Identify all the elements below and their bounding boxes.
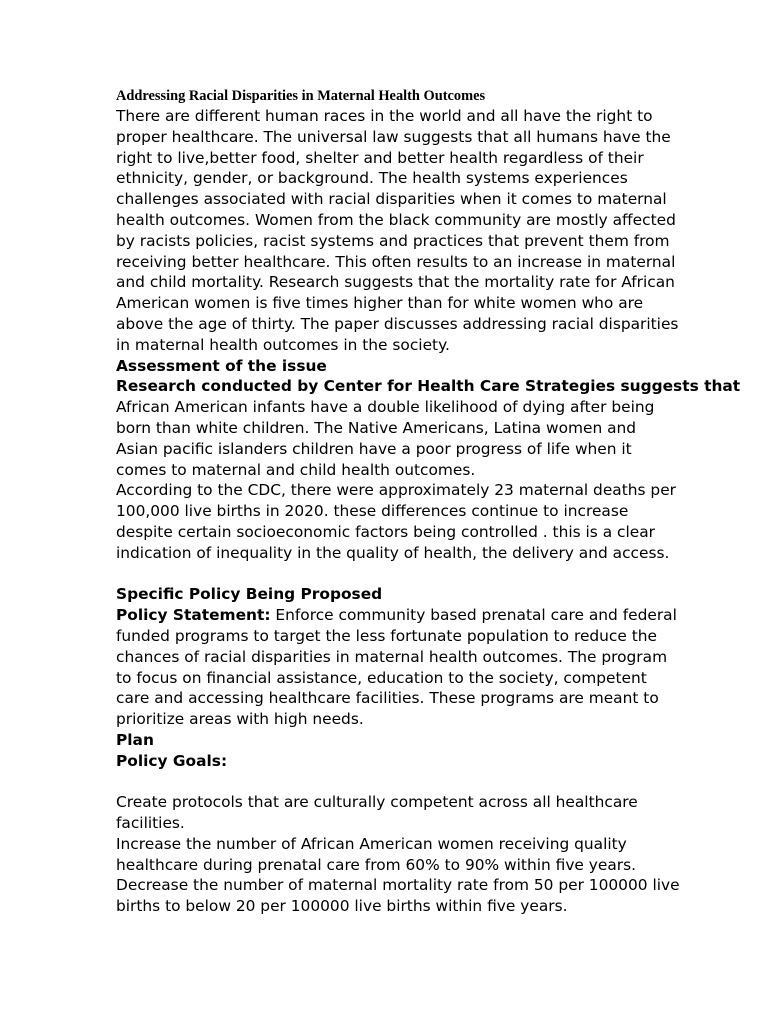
intro-line: in maternal health outcomes in the society.: [116, 335, 450, 354]
blank-line: [116, 564, 656, 585]
cdc-line: despite certain socioeconomic factors being controlled . this is a clear: [116, 522, 655, 541]
document-title: Addressing Racial Disparities in Maternal Health Outcomes: [116, 88, 486, 104]
intro-line: ethnicity, gender, or background. The health systems experiences: [116, 169, 628, 188]
policy-line: prioritize areas with high needs.: [116, 710, 364, 729]
policy-line: funded programs to target the less fortunate population to reduce the: [116, 626, 658, 645]
goal-line: Create protocols that are culturally competent across all healthcare: [116, 793, 638, 812]
goal-line: births to below 20 per 100000 live births within five years.: [116, 897, 568, 916]
document-body: [116, 87, 741, 917]
goal-line: Decrease the number of maternal mortality rate from 50 per 100000 live: [116, 876, 680, 895]
goal-line: facilities.: [116, 814, 185, 833]
cdc-line: indication of inequality in the quality of health, the delivery and access.: [116, 543, 670, 562]
research-heading: Research conducted by Center for Health Care Strategies suggests that: [116, 377, 741, 396]
research-line: Asian pacific islanders children have a poor progress of life when it: [116, 439, 632, 458]
intro-line: American women is five times higher than for white women who are: [116, 294, 644, 313]
goal-line: healthcare during prenatal care from 60% to 90% within five years.: [116, 855, 637, 874]
policy-statement-first-line: [116, 605, 677, 626]
research-line: comes to maternal and child health outcomes.: [116, 460, 476, 479]
goals-heading: Policy Goals:: [116, 751, 228, 770]
cdc-paragraph: [116, 480, 676, 563]
research-line: African American infants have a double likelihood of dying after being: [116, 398, 655, 417]
blank-line: [116, 772, 656, 793]
intro-line: health outcomes. Women from the black community are mostly affected: [116, 210, 676, 229]
cdc-line: 100,000 live births in 2020. these differences continue to increase: [116, 502, 629, 521]
research-paragraph: [116, 397, 656, 480]
policy-statement-text: Enforce community based prenatal care and federal: [270, 606, 677, 625]
intro-line: There are different human races in the world and all have the right to: [116, 107, 653, 125]
policy-statement-paragraph: [116, 605, 677, 730]
cdc-line: According to the CDC, there were approximately 23 maternal deaths per: [116, 481, 676, 500]
goal-line: Increase the number of African American women receiving quality: [116, 834, 627, 853]
intro-line: by racists policies, racist systems and practices that prevent them from: [116, 231, 670, 250]
policy-heading: Specific Policy Being Proposed: [116, 585, 383, 604]
policy-statement-label: Policy Statement:: [116, 606, 271, 625]
policy-line: to focus on financial assistance, education to the society, competent: [116, 668, 647, 687]
plan-heading: Plan: [116, 730, 154, 749]
intro-line: receiving better healthcare. This often results to an increase in maternal: [116, 252, 676, 271]
intro-line: proper healthcare. The universal law suggests that all humans have the: [116, 127, 671, 146]
intro-line: above the age of thirty. The paper discusses addressing racial disparities: [116, 314, 679, 333]
intro-line: and child mortality. Research suggests that the mortality rate for African: [116, 273, 675, 292]
goals-paragraph: [116, 792, 680, 917]
policy-line: chances of racial disparities in maternal health outcomes. The program: [116, 647, 668, 666]
intro-paragraph: [116, 106, 679, 356]
intro-line: right to live,better food, shelter and better health regardless of their: [116, 148, 644, 167]
policy-line: care and accessing healthcare facilities. These programs are meant to: [116, 689, 659, 708]
intro-line: challenges associated with racial disparities when it comes to maternal: [116, 190, 667, 209]
assessment-heading: Assessment of the issue: [116, 356, 327, 375]
research-line: born than white children. The Native Americans, Latina women and: [116, 418, 637, 437]
